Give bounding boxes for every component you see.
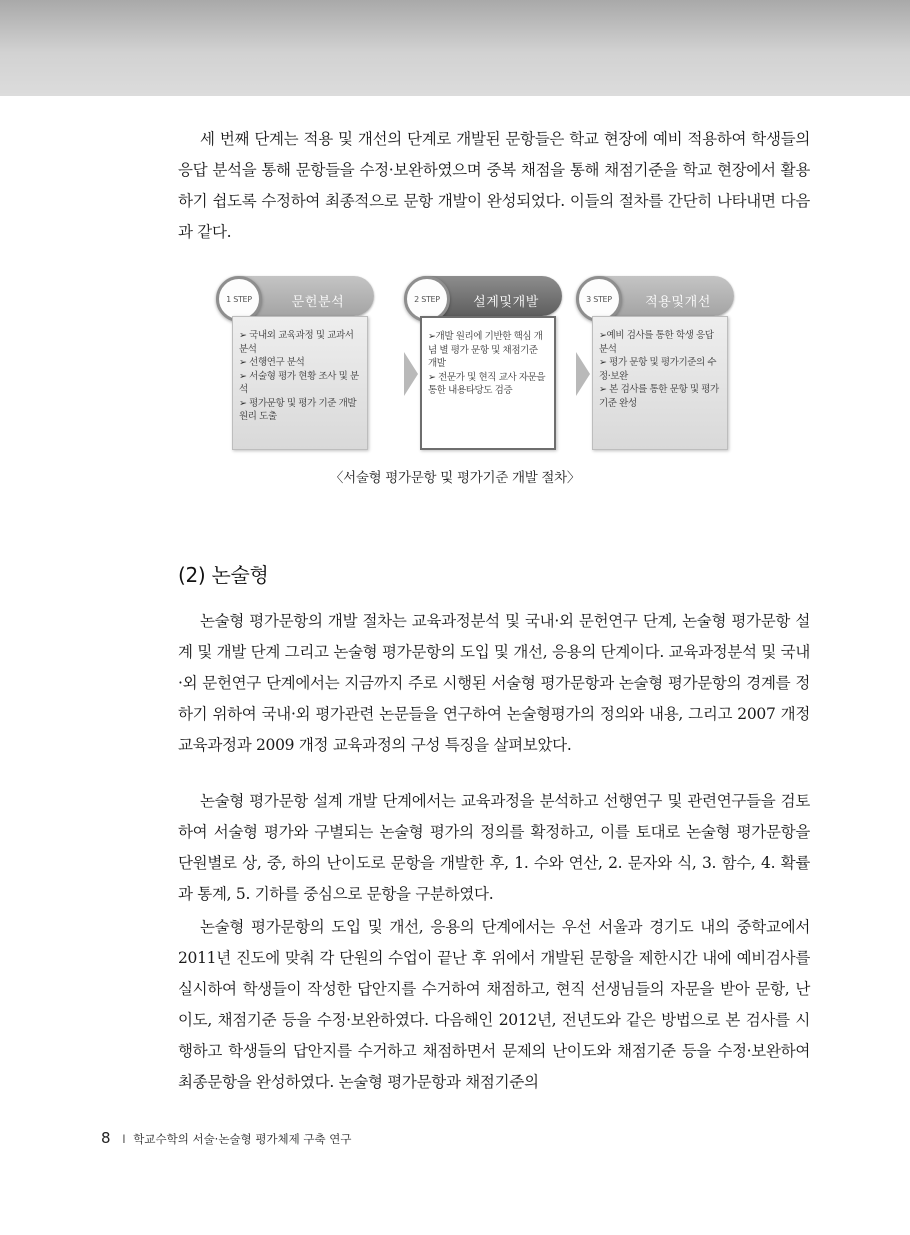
step-header — [578, 276, 734, 316]
step-item: ➢ 평가 문항 및 평가기준의 수정·보완 — [599, 357, 717, 382]
paragraph: 세 번째 단계는 적용 및 개선의 단계로 개발된 문항들은 학교 현장에 예비 적용하여 학생들의 응답 분석을 통해 문항들을 수정·보완하였으며 중복 채점을 통해 채점기준을 학교 현장에서 활용하기 쉽도록 수정하여 최종적으로 문항 개발이 완성되었다. 이들의 절차를 간단히 나타내면 다음과 같다. — [178, 130, 810, 241]
step-item: ➢ 선행연구 분석 — [239, 357, 305, 368]
page-number: 8 — [101, 1129, 111, 1147]
section-heading: (2) 논술형 — [178, 563, 269, 587]
step-item: ➢ 전문가 및 현직 교사 자문을 통한 내용타당도 검증 — [428, 371, 546, 396]
step-title: 문헌분석 — [291, 295, 345, 310]
step-header — [406, 276, 562, 316]
step-item: ➢ 국내외 교육과정 및 교과서 분석 — [239, 330, 354, 355]
step-title: 적용및개선 — [645, 295, 711, 310]
step-body — [592, 316, 728, 450]
step-item: ➢ 본 검사를 통한 문항 및 평가기준 완성 — [599, 384, 719, 409]
figure-caption: 〈서술형 평가문항 및 평가기준 개발 절차〉 — [329, 470, 581, 486]
step-title: 설계및개발 — [473, 295, 539, 310]
step-item: ➢ 평가문항 및 평가 기준 개발원리 도출 — [239, 397, 357, 422]
step-header — [218, 276, 374, 316]
step-item: ➢예비 검사를 통한 학생 응답 분석 — [599, 330, 714, 355]
step-body — [232, 316, 368, 450]
header-band — [0, 0, 910, 96]
step-1 — [218, 272, 376, 452]
step-2 — [406, 272, 564, 452]
process-diagram — [218, 272, 748, 452]
step-body — [420, 316, 556, 450]
paragraph: 논술형 평가문항의 개발 절차는 교육과정분석 및 국내·외 문헌연구 단계, 논술형 평가문항 설계 및 개발 단계 그리고 논술형 평가문항의 도입 및 개선, 응용의 단계이다. 교육과정분석 및 국내·외 문헌연구 단계에서는 지금까지 주로 시행된 서술형 평가문항과 논술형 평가문항의 경계를 정하기 위하여 국내·외 평가관련 논문들을 연구하여 논술형평가의 정의와 내용, 그리고 2007 개정 교육과정과 2009 개정 교육과정의 구성 특징을 살펴보았다. — [178, 612, 810, 754]
footer-title: 학교수학의 서술·논술형 평가체제 구축 연구 — [133, 1132, 352, 1146]
step-item: ➢ 서술형 평가 현황 조사 및 분석 — [239, 370, 359, 395]
paragraph: 논술형 평가문항의 도입 및 개선, 응용의 단계에서는 우선 서울과 경기도 내의 중학교에서 2011년 진도에 맞춰 각 단원의 수업이 끝난 후 위에서 개발된 문항을 제한시간 내에 예비검사를 실시하여 학생들이 작성한 답안지를 수거하여 채점하고, 현직 선생님들의 자문을 받아 문항, 난이도, 채점기준 등을 수정·보완하였다. 다음해인 2012년, 전년도와 같은 방법으로 본 검사를 시행하고 학생들의 답안지를 수거하고 채점하면서 문제의 난이도와 채점기준 등을 수정·보완하여 최종문항을 완성하였다. 논술형 평가문항과 채점기준의 — [178, 918, 810, 1091]
step-badge: 1 STEP — [216, 276, 262, 322]
paragraph: 논술형 평가문항 설계 개발 단계에서는 교육과정을 분석하고 선행연구 및 관련연구들을 검토하여 서술형 평가와 구별되는 논술형 평가의 정의를 확정하고, 이를 토대로 논술형 평가문항을 단원별로 상, 중, 하의 난이도로 문항을 개발한 후, 1. 수와 연산, 2. 문자와 식, 3. 함수, 4. 확률과 통계, 5. 기하를 중심으로 문항을 구분하였다. — [178, 792, 810, 903]
step-badge: 2 STEP — [404, 276, 450, 322]
footer-separator: I — [122, 1132, 126, 1146]
step-badge: 3 STEP — [576, 276, 622, 322]
step-item: ➢개발 원리에 기반한 핵심 개념 별 평가 문항 및 채점기준 개발 — [428, 331, 543, 369]
page-footer — [101, 1129, 352, 1147]
step-3 — [578, 272, 736, 452]
